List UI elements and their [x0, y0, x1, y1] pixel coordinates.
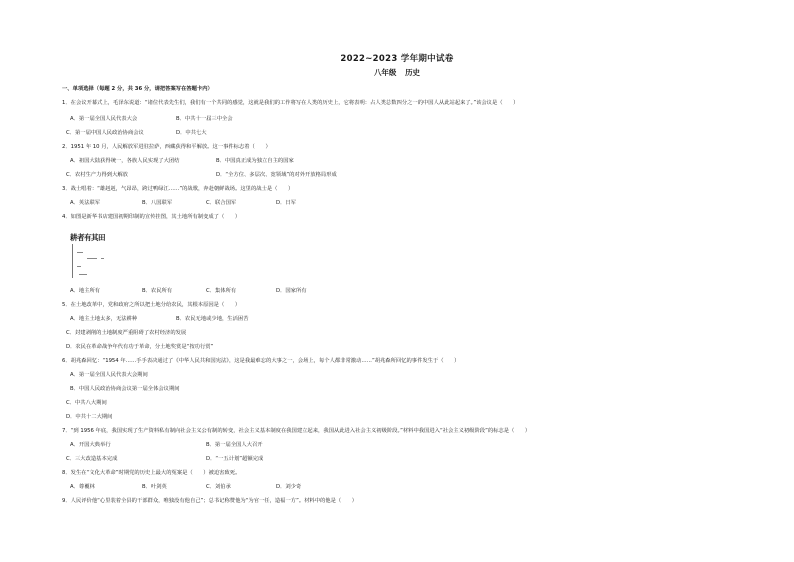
- exam-title: 2022~2023 学年期中试卷: [340, 54, 454, 64]
- q8-option-c: C．刘伯承: [206, 484, 231, 490]
- q7-option-d: D．“一五计划”超额完成: [206, 456, 264, 462]
- land-reform-poster-image: [70, 232, 132, 280]
- q2-option-d: D．“全方位、多层次、宽领域”的对外开放格局形成: [216, 172, 337, 178]
- q5-option-b: B．农民无地或少地，生活困苦: [176, 316, 249, 322]
- q5-option-a: A．地主土地太多，无法耕种: [70, 316, 138, 322]
- q2-option-b: B．中国真正成为独立自主的国家: [216, 158, 294, 164]
- q2-option-c: C．农村生产力得到大解放: [66, 172, 128, 178]
- q7-option-c: C．三大改造基本完成: [66, 456, 118, 462]
- q1-option-b: B．中共十一届三中全会: [176, 116, 233, 122]
- subject-label: 历史: [405, 68, 421, 77]
- q5-option-c: C．封建剥削的土地制度严重阻碍了农村经济的发展: [66, 330, 187, 336]
- poster-frame: [72, 244, 131, 278]
- q3-option-d: D．日军: [276, 200, 296, 206]
- q4-option-d: D．国家所有: [276, 288, 307, 294]
- question-2-stem: 2．1951 年 10 月，人民解放军进驻拉萨，西藏获得和平解放。这一事件标志着（ ）: [62, 144, 271, 150]
- q6-option-a: A．第一届全国人民代表大会期间: [70, 372, 148, 378]
- q8-option-b: B．叶剑英: [142, 484, 167, 490]
- question-1-stem: 1．在会议开幕式上，毛泽东说道：“诸位代表先生们，我们有一个共同的感觉，这就是我们的工作将写在人类的历史上，它将表明：占人类总数四分之一的中国人从此站起来了。”该会议是（ ）: [62, 100, 519, 106]
- q4-option-b: B．农民所有: [142, 288, 173, 294]
- q8-option-a: A．尊覆林: [70, 484, 95, 490]
- q1-option-c: C．第一届中国人民政治协商会议: [66, 130, 144, 136]
- q4-option-a: A．地主所有: [70, 288, 101, 294]
- question-5-stem: 5．在土地改革中，党和政府之所以把土地分给农民，其根本原因是（ ）: [62, 302, 241, 308]
- question-4-stem: 4．如图是新华书店建国初期印制的宣传挂图，其土地所有制变成了（ ）: [62, 214, 241, 220]
- q2-option-a: A．祖国大陆获得统一，各族人民实现了大团结: [70, 158, 180, 164]
- question-7-stem: 7．“到 1956 年底，我国实现了生产资料私有制向社会主义公有制的转变，社会主义基本制度在我国建立起来，我国从此进入社会主义初级阶段。”材料中我国进入“社会主义初级阶段”的标志是（ ）: [62, 428, 531, 434]
- question-3-stem: 3．战士唱着：“雄赳赳，气昂昂，跨过鸭绿江……”的战歌，奔赴朝鲜战场。这里的战士是（ ）: [62, 186, 294, 192]
- question-8-stem: 8．发生在“文化大革命”时期党的历史上最大的冤案是（ ）被迫害致死。: [62, 470, 241, 476]
- poster-caption: 耕者有其田: [70, 233, 105, 242]
- grade-label: 八年级: [373, 68, 397, 77]
- section-heading: 一、单项选择（每题 2 分，共 36 分，请把答案写在答题卡内）: [62, 86, 213, 92]
- q3-option-c: C．联合国军: [206, 200, 237, 206]
- q6-option-d: D．中共十二大期间: [66, 414, 113, 420]
- q3-option-a: A．英法联军: [70, 200, 101, 206]
- q7-option-b: B．第一届全国人大召开: [206, 442, 263, 448]
- q1-option-a: A．第一届全国人民代表大会: [70, 116, 138, 122]
- q4-option-c: C．集体所有: [206, 288, 237, 294]
- exam-subtitle: [0, 67, 794, 78]
- q1-option-d: D．中共七大: [176, 130, 207, 136]
- question-9-stem: 9．人民评价他“心里装着全县的干部群众，唯独没有他自己”；总书记称赞他为“为官一任，造福一方”。材料中的他是（ ）: [62, 498, 358, 504]
- q6-option-b: B．中国人民政治协商会议第一届全体会议期间: [70, 386, 180, 392]
- q5-option-d: D．农民在革命战争年代有功于革命，分土地奖赏是“按功行赏”: [66, 344, 214, 350]
- question-6-stem: 6．胡兆森回忆：“1954 年……手手表决通过了《中华人民共和国宪法》，这是我最难忘的大事之一，会场上，每个人都非常激动……”胡兆森所回忆的事件发生于（ ）: [62, 358, 460, 364]
- q6-option-c: C．中共八大期间: [66, 400, 107, 406]
- q3-option-b: B．八国联军: [142, 200, 173, 206]
- q7-option-a: A．开国大典举行: [70, 442, 111, 448]
- q8-option-d: D．刘少奇: [276, 484, 302, 490]
